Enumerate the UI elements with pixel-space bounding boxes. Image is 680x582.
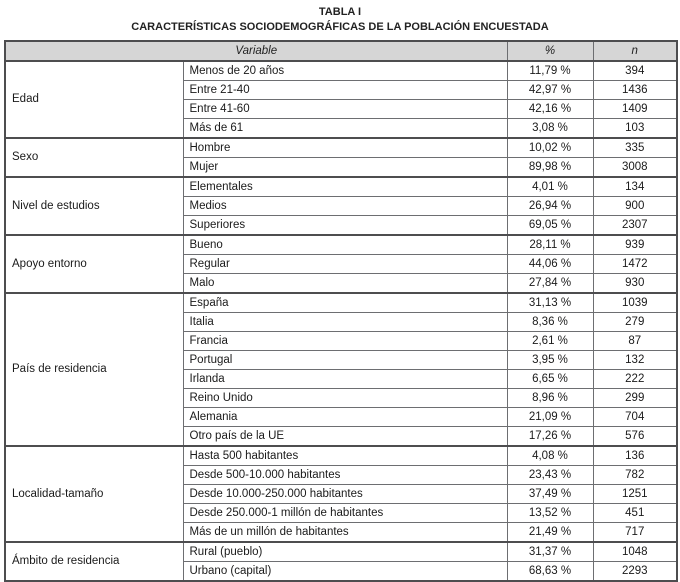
percent-cell: 26,94 % [507,196,593,215]
category-cell: Bueno [183,235,507,255]
header-percent: % [507,41,593,61]
percent-cell: 21,09 % [507,407,593,426]
table-title-line1: TABLA I [318,6,362,18]
sociodemographics-table [4,40,678,582]
category-cell: Rural (pueblo) [183,542,507,562]
percent-cell: 10,02 % [507,138,593,158]
category-cell: Elementales [183,177,507,197]
category-cell: Alemania [183,407,507,426]
category-cell: Urbano (capital) [183,561,507,581]
n-cell: 939 [593,235,677,255]
percent-cell: 44,06 % [507,254,593,273]
n-cell: 136 [593,446,677,466]
percent-cell: 8,96 % [507,388,593,407]
category-cell: Medios [183,196,507,215]
percent-cell: 6,65 % [507,369,593,388]
variable-group-cell: Apoyo entorno [5,235,183,293]
category-cell: Mujer [183,157,507,177]
n-cell: 3008 [593,157,677,177]
category-cell: Hombre [183,138,507,158]
n-cell: 335 [593,138,677,158]
category-cell: Italia [183,312,507,331]
percent-cell: 2,61 % [507,331,593,350]
header-row [5,41,677,61]
variable-group-cell: País de residencia [5,293,183,446]
n-cell: 717 [593,522,677,542]
percent-cell: 4,01 % [507,177,593,197]
category-cell: Malo [183,273,507,293]
category-cell: Reino Unido [183,388,507,407]
percent-cell: 23,43 % [507,465,593,484]
category-cell: Hasta 500 habitantes [183,446,507,466]
percent-cell: 11,79 % [507,61,593,81]
category-cell: Regular [183,254,507,273]
n-cell: 1472 [593,254,677,273]
n-cell: 279 [593,312,677,331]
n-cell: 222 [593,369,677,388]
table-row [5,138,677,158]
n-cell: 1251 [593,484,677,503]
n-cell: 103 [593,118,677,138]
percent-cell: 3,08 % [507,118,593,138]
n-cell: 2307 [593,215,677,235]
table-row [5,177,677,197]
category-cell: Más de un millón de habitantes [183,522,507,542]
n-cell: 1436 [593,80,677,99]
percent-cell: 89,98 % [507,157,593,177]
category-cell: Irlanda [183,369,507,388]
percent-cell: 27,84 % [507,273,593,293]
variable-group-cell: Localidad-tamaño [5,446,183,542]
percent-cell: 31,37 % [507,542,593,562]
n-cell: 132 [593,350,677,369]
percent-cell: 42,97 % [507,80,593,99]
percent-cell: 31,13 % [507,293,593,313]
n-cell: 451 [593,503,677,522]
variable-group-cell: Sexo [5,138,183,177]
table-row [5,61,677,81]
percent-cell: 8,36 % [507,312,593,331]
category-cell: Entre 41-60 [183,99,507,118]
n-cell: 87 [593,331,677,350]
header-n: n [593,41,677,61]
category-cell: Desde 500-10.000 habitantes [183,465,507,484]
variable-group-cell: Edad [5,61,183,138]
n-cell: 1048 [593,542,677,562]
n-cell: 299 [593,388,677,407]
category-cell: Más de 61 [183,118,507,138]
n-cell: 1409 [593,99,677,118]
percent-cell: 4,08 % [507,446,593,466]
table-title-line2: CARACTERÍSTICAS SOCIODEMOGRÁFICAS DE LA POBLACIÓN ENCUESTADA [131,21,549,34]
category-cell: Otro país de la UE [183,426,507,446]
n-cell: 900 [593,196,677,215]
n-cell: 394 [593,61,677,81]
n-cell: 930 [593,273,677,293]
percent-cell: 17,26 % [507,426,593,446]
category-cell: Superiores [183,215,507,235]
table-title [4,5,676,36]
percent-cell: 3,95 % [507,350,593,369]
n-cell: 134 [593,177,677,197]
percent-cell: 37,49 % [507,484,593,503]
table-row [5,542,677,562]
table-row [5,235,677,255]
header-variable: Variable [5,41,507,61]
variable-group-cell: Ámbito de residencia [5,542,183,581]
percent-cell: 28,11 % [507,235,593,255]
n-cell: 1039 [593,293,677,313]
category-cell: Portugal [183,350,507,369]
category-cell: Menos de 20 años [183,61,507,81]
percent-cell: 69,05 % [507,215,593,235]
category-cell: Entre 21-40 [183,80,507,99]
percent-cell: 68,63 % [507,561,593,581]
category-cell: Desde 10.000-250.000 habitantes [183,484,507,503]
category-cell: Desde 250.000-1 millón de habitantes [183,503,507,522]
table-row [5,446,677,466]
category-cell: Francia [183,331,507,350]
table-body [5,61,677,581]
n-cell: 576 [593,426,677,446]
percent-cell: 42,16 % [507,99,593,118]
n-cell: 2293 [593,561,677,581]
category-cell: España [183,293,507,313]
variable-group-cell: Nivel de estudios [5,177,183,235]
n-cell: 782 [593,465,677,484]
percent-cell: 13,52 % [507,503,593,522]
percent-cell: 21,49 % [507,522,593,542]
table-row [5,293,677,313]
n-cell: 704 [593,407,677,426]
